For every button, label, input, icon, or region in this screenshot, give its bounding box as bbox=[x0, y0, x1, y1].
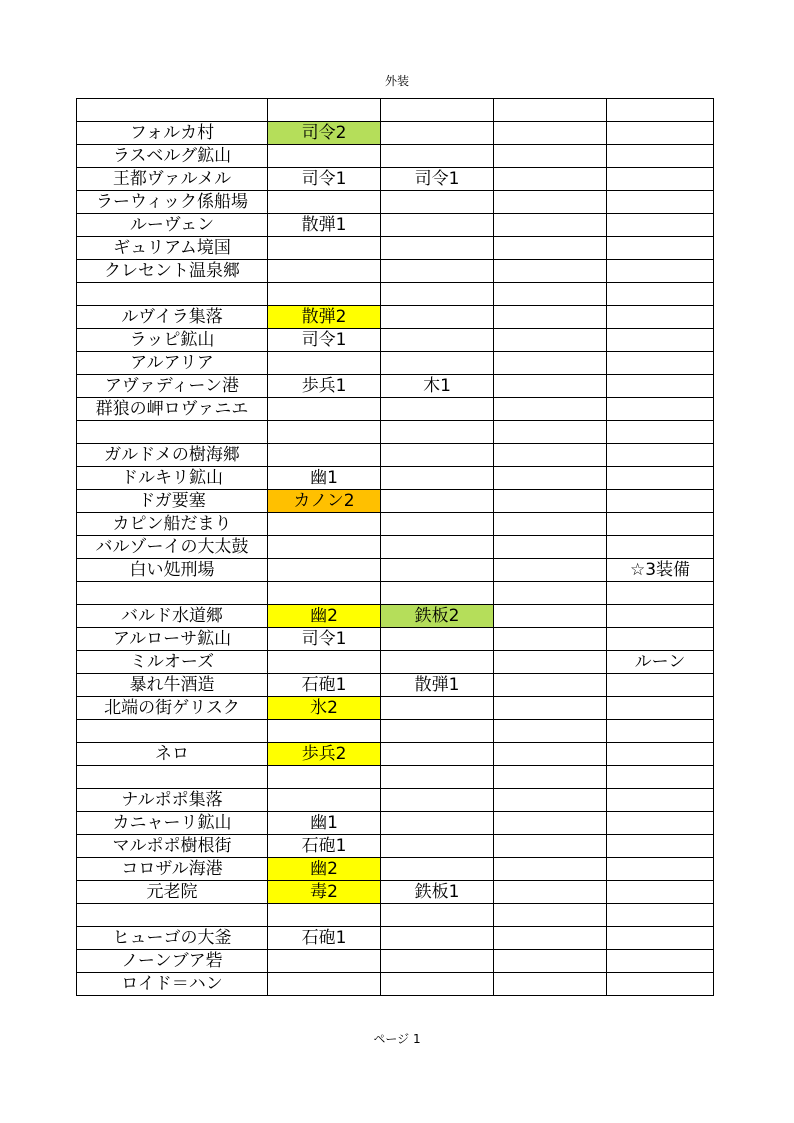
item-cell bbox=[268, 237, 381, 260]
item-cell bbox=[268, 99, 381, 122]
table-row bbox=[77, 789, 714, 812]
location-cell: コロザル海港 bbox=[77, 858, 268, 881]
item-cell bbox=[268, 766, 381, 789]
location-cell: 白い処刑場 bbox=[77, 559, 268, 582]
item-cell bbox=[607, 122, 714, 145]
item-cell bbox=[381, 950, 494, 973]
table-row bbox=[77, 651, 714, 674]
location-cell bbox=[77, 283, 268, 306]
item-cell bbox=[268, 789, 381, 812]
item-cell bbox=[381, 513, 494, 536]
item-cell bbox=[494, 260, 607, 283]
item-cell bbox=[607, 697, 714, 720]
table-row bbox=[77, 375, 714, 398]
item-cell bbox=[607, 375, 714, 398]
item-cell bbox=[494, 99, 607, 122]
item-cell: カノン2 bbox=[268, 490, 381, 513]
item-cell bbox=[268, 973, 381, 996]
item-cell bbox=[607, 145, 714, 168]
page-footer-number: ページ 1 bbox=[373, 1032, 421, 1046]
location-cell: バルド水道郷 bbox=[77, 605, 268, 628]
item-cell bbox=[494, 651, 607, 674]
item-cell bbox=[494, 398, 607, 421]
item-cell bbox=[494, 904, 607, 927]
item-cell bbox=[494, 145, 607, 168]
item-cell bbox=[494, 191, 607, 214]
item-cell: 司令1 bbox=[268, 168, 381, 191]
location-cell: ロイド＝ハン bbox=[77, 973, 268, 996]
item-cell bbox=[494, 444, 607, 467]
item-cell: 鉄板2 bbox=[381, 605, 494, 628]
item-cell bbox=[607, 398, 714, 421]
item-cell bbox=[381, 237, 494, 260]
item-cell bbox=[381, 352, 494, 375]
item-cell bbox=[381, 766, 494, 789]
item-cell bbox=[607, 99, 714, 122]
table-row bbox=[77, 559, 714, 582]
location-cell: ドガ要塞 bbox=[77, 490, 268, 513]
item-cell bbox=[381, 398, 494, 421]
item-cell bbox=[494, 674, 607, 697]
item-cell bbox=[607, 421, 714, 444]
item-cell bbox=[381, 283, 494, 306]
location-cell: マルポポ樹根街 bbox=[77, 835, 268, 858]
location-cell: ルーヴェン bbox=[77, 214, 268, 237]
table-row bbox=[77, 674, 714, 697]
item-cell bbox=[494, 122, 607, 145]
item-cell: 司令1 bbox=[381, 168, 494, 191]
location-cell: 暴れ牛酒造 bbox=[77, 674, 268, 697]
location-cell: アルアリア bbox=[77, 352, 268, 375]
location-cell: カピン船だまり bbox=[77, 513, 268, 536]
item-cell bbox=[381, 559, 494, 582]
item-cell bbox=[494, 168, 607, 191]
item-cell: 司令1 bbox=[268, 329, 381, 352]
item-cell bbox=[494, 743, 607, 766]
item-cell bbox=[494, 881, 607, 904]
item-cell bbox=[494, 306, 607, 329]
item-cell: ルーン bbox=[607, 651, 714, 674]
item-cell: 幽1 bbox=[268, 812, 381, 835]
item-cell bbox=[381, 421, 494, 444]
item-cell bbox=[494, 720, 607, 743]
item-cell bbox=[381, 122, 494, 145]
item-cell bbox=[607, 720, 714, 743]
location-cell: ルヴイラ集落 bbox=[77, 306, 268, 329]
item-cell bbox=[494, 812, 607, 835]
table-row bbox=[77, 283, 714, 306]
location-cell: ネロ bbox=[77, 743, 268, 766]
item-cell bbox=[268, 398, 381, 421]
item-cell: 石砲1 bbox=[268, 674, 381, 697]
item-cell bbox=[494, 513, 607, 536]
table-row bbox=[77, 858, 714, 881]
item-cell bbox=[381, 697, 494, 720]
item-cell bbox=[607, 352, 714, 375]
item-cell bbox=[381, 743, 494, 766]
item-cell bbox=[268, 559, 381, 582]
item-cell bbox=[607, 605, 714, 628]
table-row bbox=[77, 927, 714, 950]
location-cell: ラスベルグ鉱山 bbox=[77, 145, 268, 168]
item-cell bbox=[607, 168, 714, 191]
item-cell bbox=[607, 444, 714, 467]
location-cell: アルローサ鉱山 bbox=[77, 628, 268, 651]
item-cell bbox=[607, 835, 714, 858]
item-cell bbox=[381, 927, 494, 950]
table-row bbox=[77, 766, 714, 789]
table-row bbox=[77, 99, 714, 122]
location-cell: 群狼の岬ロヴァニエ bbox=[77, 398, 268, 421]
item-cell bbox=[381, 329, 494, 352]
table-row bbox=[77, 214, 714, 237]
item-cell: 石砲1 bbox=[268, 835, 381, 858]
item-cell bbox=[607, 490, 714, 513]
item-cell: 幽2 bbox=[268, 858, 381, 881]
item-cell: 石砲1 bbox=[268, 927, 381, 950]
table-row bbox=[77, 582, 714, 605]
location-cell bbox=[77, 720, 268, 743]
item-cell: 歩兵2 bbox=[268, 743, 381, 766]
table-row bbox=[77, 812, 714, 835]
item-cell bbox=[381, 835, 494, 858]
spreadsheet-table bbox=[76, 98, 714, 996]
item-cell bbox=[607, 789, 714, 812]
location-cell: ノーンブア砦 bbox=[77, 950, 268, 973]
location-cell: ヒューゴの大釜 bbox=[77, 927, 268, 950]
table-row bbox=[77, 145, 714, 168]
item-cell bbox=[494, 559, 607, 582]
item-cell bbox=[494, 605, 607, 628]
location-cell: ラッピ鉱山 bbox=[77, 329, 268, 352]
item-cell bbox=[494, 329, 607, 352]
table-row bbox=[77, 513, 714, 536]
item-cell bbox=[381, 789, 494, 812]
location-cell bbox=[77, 582, 268, 605]
item-cell bbox=[607, 329, 714, 352]
item-cell bbox=[494, 214, 607, 237]
item-cell bbox=[607, 283, 714, 306]
item-cell bbox=[607, 881, 714, 904]
item-cell bbox=[381, 812, 494, 835]
item-cell bbox=[607, 950, 714, 973]
location-cell bbox=[77, 904, 268, 927]
item-cell bbox=[494, 789, 607, 812]
item-cell: 散弾2 bbox=[268, 306, 381, 329]
item-cell bbox=[607, 674, 714, 697]
item-cell bbox=[381, 628, 494, 651]
item-cell bbox=[381, 444, 494, 467]
table-row bbox=[77, 697, 714, 720]
item-cell bbox=[381, 536, 494, 559]
item-cell bbox=[268, 950, 381, 973]
item-cell bbox=[494, 973, 607, 996]
item-cell bbox=[381, 306, 494, 329]
item-cell bbox=[381, 467, 494, 490]
location-cell: カニャーリ鉱山 bbox=[77, 812, 268, 835]
item-cell bbox=[381, 490, 494, 513]
location-cell: ナルポポ集落 bbox=[77, 789, 268, 812]
item-cell bbox=[268, 421, 381, 444]
item-cell bbox=[268, 283, 381, 306]
location-cell: 北端の街ゲリスク bbox=[77, 697, 268, 720]
item-cell bbox=[607, 858, 714, 881]
item-cell bbox=[494, 766, 607, 789]
item-cell bbox=[268, 444, 381, 467]
item-cell bbox=[381, 651, 494, 674]
item-cell bbox=[494, 490, 607, 513]
table-row bbox=[77, 260, 714, 283]
location-cell: 元老院 bbox=[77, 881, 268, 904]
table-row bbox=[77, 306, 714, 329]
item-cell: 司令1 bbox=[268, 628, 381, 651]
table-row bbox=[77, 743, 714, 766]
item-cell bbox=[268, 352, 381, 375]
item-cell: 幽2 bbox=[268, 605, 381, 628]
location-cell: ミルオーズ bbox=[77, 651, 268, 674]
item-cell bbox=[268, 720, 381, 743]
item-cell bbox=[268, 904, 381, 927]
item-cell bbox=[381, 99, 494, 122]
item-cell bbox=[494, 950, 607, 973]
item-cell: 散弾1 bbox=[381, 674, 494, 697]
item-cell bbox=[494, 375, 607, 398]
item-cell bbox=[494, 352, 607, 375]
item-cell bbox=[494, 467, 607, 490]
item-cell bbox=[607, 237, 714, 260]
item-cell bbox=[268, 536, 381, 559]
location-cell: クレセント温泉郷 bbox=[77, 260, 268, 283]
item-cell bbox=[607, 628, 714, 651]
item-cell: 散弾1 bbox=[268, 214, 381, 237]
item-cell bbox=[381, 973, 494, 996]
item-cell bbox=[268, 582, 381, 605]
table-row bbox=[77, 904, 714, 927]
item-cell bbox=[381, 214, 494, 237]
item-cell bbox=[268, 191, 381, 214]
item-cell bbox=[494, 697, 607, 720]
table-row bbox=[77, 973, 714, 996]
item-cell bbox=[494, 927, 607, 950]
item-cell bbox=[381, 145, 494, 168]
item-cell bbox=[607, 973, 714, 996]
location-cell bbox=[77, 99, 268, 122]
item-cell: 氷2 bbox=[268, 697, 381, 720]
item-cell bbox=[381, 720, 494, 743]
table-row bbox=[77, 329, 714, 352]
item-cell bbox=[607, 467, 714, 490]
item-cell bbox=[268, 513, 381, 536]
item-cell bbox=[607, 536, 714, 559]
location-cell: ラーウィック係船場 bbox=[77, 191, 268, 214]
item-cell bbox=[607, 260, 714, 283]
item-cell: 司令2 bbox=[268, 122, 381, 145]
item-cell bbox=[381, 260, 494, 283]
location-cell: アヴァディーン港 bbox=[77, 375, 268, 398]
item-cell bbox=[607, 927, 714, 950]
location-cell: ドルキリ鉱山 bbox=[77, 467, 268, 490]
table-row bbox=[77, 168, 714, 191]
item-cell bbox=[607, 766, 714, 789]
item-cell bbox=[607, 191, 714, 214]
table-row bbox=[77, 835, 714, 858]
item-cell bbox=[381, 582, 494, 605]
item-cell bbox=[494, 628, 607, 651]
item-cell bbox=[494, 858, 607, 881]
table-row bbox=[77, 398, 714, 421]
item-cell: 鉄板1 bbox=[381, 881, 494, 904]
table-row bbox=[77, 605, 714, 628]
location-cell: フォルカ村 bbox=[77, 122, 268, 145]
table-row bbox=[77, 490, 714, 513]
table-row bbox=[77, 950, 714, 973]
location-cell: ギュリアム境国 bbox=[77, 237, 268, 260]
item-cell bbox=[494, 582, 607, 605]
item-cell bbox=[607, 743, 714, 766]
location-cell: 王都ヴァルメル bbox=[77, 168, 268, 191]
item-cell bbox=[381, 191, 494, 214]
table-row bbox=[77, 421, 714, 444]
table-row bbox=[77, 191, 714, 214]
table-row bbox=[77, 720, 714, 743]
table-row bbox=[77, 881, 714, 904]
item-cell bbox=[607, 306, 714, 329]
item-cell: 幽1 bbox=[268, 467, 381, 490]
item-cell bbox=[607, 812, 714, 835]
item-cell: 歩兵1 bbox=[268, 375, 381, 398]
item-cell bbox=[268, 260, 381, 283]
location-cell: ガルドメの樹海郷 bbox=[77, 444, 268, 467]
table-row bbox=[77, 536, 714, 559]
item-cell bbox=[494, 421, 607, 444]
item-cell: ☆3装備 bbox=[607, 559, 714, 582]
item-cell bbox=[268, 145, 381, 168]
item-cell bbox=[381, 904, 494, 927]
table-row bbox=[77, 467, 714, 490]
table-row bbox=[77, 122, 714, 145]
location-cell: バルゾーイの大太鼓 bbox=[77, 536, 268, 559]
item-cell bbox=[494, 283, 607, 306]
table-row bbox=[77, 237, 714, 260]
item-cell bbox=[607, 904, 714, 927]
item-cell bbox=[607, 513, 714, 536]
item-cell bbox=[494, 835, 607, 858]
item-cell bbox=[494, 536, 607, 559]
item-cell: 毒2 bbox=[268, 881, 381, 904]
table-row bbox=[77, 628, 714, 651]
location-cell bbox=[77, 421, 268, 444]
table-row bbox=[77, 444, 714, 467]
page-header-title: 外装 bbox=[384, 74, 409, 88]
item-cell bbox=[381, 858, 494, 881]
table-row bbox=[77, 352, 714, 375]
item-cell bbox=[268, 651, 381, 674]
item-cell bbox=[607, 214, 714, 237]
item-cell bbox=[494, 237, 607, 260]
location-cell bbox=[77, 766, 268, 789]
spreadsheet-body bbox=[77, 99, 714, 996]
item-cell bbox=[607, 582, 714, 605]
item-cell: 木1 bbox=[381, 375, 494, 398]
